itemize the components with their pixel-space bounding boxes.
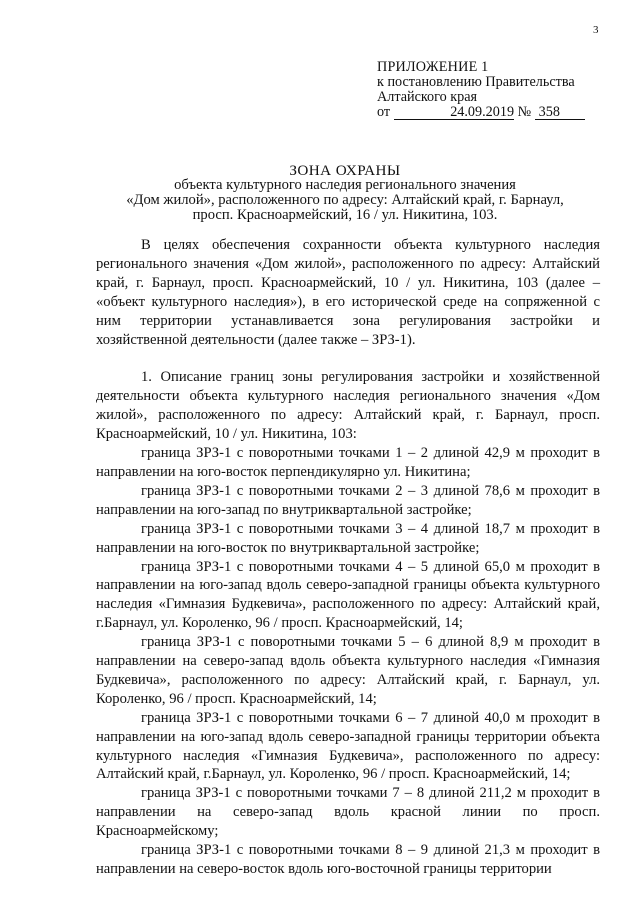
boundary-paragraph: граница ЗРЗ-1 с поворотными точками 5 – 6 длиной 8,9 м проходит в направлении на северо-запад вдоль объекта культурного наследия «Гимназия Будкевича», расположенного по адресу: Алтайский край, г. Барнаул, ул. Короленко, 96 / просп. Красноармейский, 14; [96,634,600,707]
boundary-paragraph: граница ЗРЗ-1 с поворотными точками 4 – 5 длиной 65,0 м проходит в направлении на юго-запад вдоль северо-западной границы объекта культурного наследия «Гимназия Будкевича», расположенного по адресу: Алтайский край, г.Барнаул, ул. Короленко, 96 / просп. Красноармейский, 14; [96,558,600,632]
boundary-paragraph: граница ЗРЗ-1 с поворотными точками 7 – 8 длиной 211,2 м проходит в направлении на северо-запад вдоль красной линии по просп. Красноармейскому; [96,785,600,840]
appendix-heading: ПРИЛОЖЕНИЕ 1 [377,59,489,75]
section-heading-paragraph: 1. Описание границ зоны регулирования застройки и хозяйственной деятельности объекта культурного наследия регионального значения «Дом жилой», расположенного по адресу: Алтайский край, г. Барнаул, просп. Красноармейский, 10 / ул. Никитина, 103: [96,369,600,443]
document-body [96,236,600,879]
document-title: ЗОНА ОХРАНЫ [289,162,401,179]
boundary-paragraph: граница ЗРЗ-1 с поворотными точками 1 – 2 длиной 42,9 м проходит в направлении на юго-восток перпендикулярно ул. Никитина; [96,445,600,480]
boundary-paragraph: граница ЗРЗ-1 с поворотными точками 3 – 4 длиной 18,7 м проходит в направлении на юго-восток по внутриквартальной застройке; [96,520,600,556]
boundary-paragraph: граница ЗРЗ-1 с поворотными точками 6 – 7 длиной 40,0 м проходит в направлении на юго-запад вдоль северо-западной границы территории объекта культурного наследия «Гимназия Будкевича», расположенного по адресу: Алтайский край, г.Барнаул, ул. Короленко, 96 / просп. Красноармейский, 14; [96,709,600,783]
appendix-line-2: Алтайского края [377,89,478,105]
title-line-2: «Дом жилой», расположенного по адресу: Алтайский край, г. Барнаул, [126,192,564,208]
number-sign: № [517,104,532,120]
title-line-1: объекта культурного наследия регионального значения [174,177,516,193]
boundary-paragraph: граница ЗРЗ-1 с поворотными точками 8 – 9 длиной 21,3 м проходит в направлении на северо-восток вдоль юго-восточной границы территории [96,842,600,877]
decree-date: 24.09. [450,104,486,120]
appendix-date-line [377,105,627,120]
decree-date-field [394,106,486,120]
decree-number-field [535,106,585,120]
boundary-paragraph: граница ЗРЗ-1 с поворотными точками 2 – 3 длиной 78,6 м проходит в направлении на юго-запад по внутриквартальной застройке; [96,482,600,518]
title-line-3: просп. Красноармейский, 16 / ул. Никитина, 103. [192,207,498,223]
page-number: 3 [593,24,599,36]
from-label: от [377,104,391,120]
document-title-block [100,163,590,223]
intro-paragraph: В целях обеспечения сохранности объекта культурного наследия регионального значения «Дом жилой», расположенного по адресу: Алтайский край, г. Барнаул, просп. Красноармейский, 10 / ул. Никитина, 103 (далее – «объект культурного наследия»), в его исторической среде на сопряженной с ним территории устанавливается зона регулирования застройки и хозяйственной деятельности (далее также – ЗРЗ-1). [96,237,600,348]
appendix-line-1: к постановлению Правительства [377,74,575,90]
decree-year: 2019 [485,104,515,120]
decree-number: 358 [538,104,560,120]
appendix-block [377,60,627,120]
